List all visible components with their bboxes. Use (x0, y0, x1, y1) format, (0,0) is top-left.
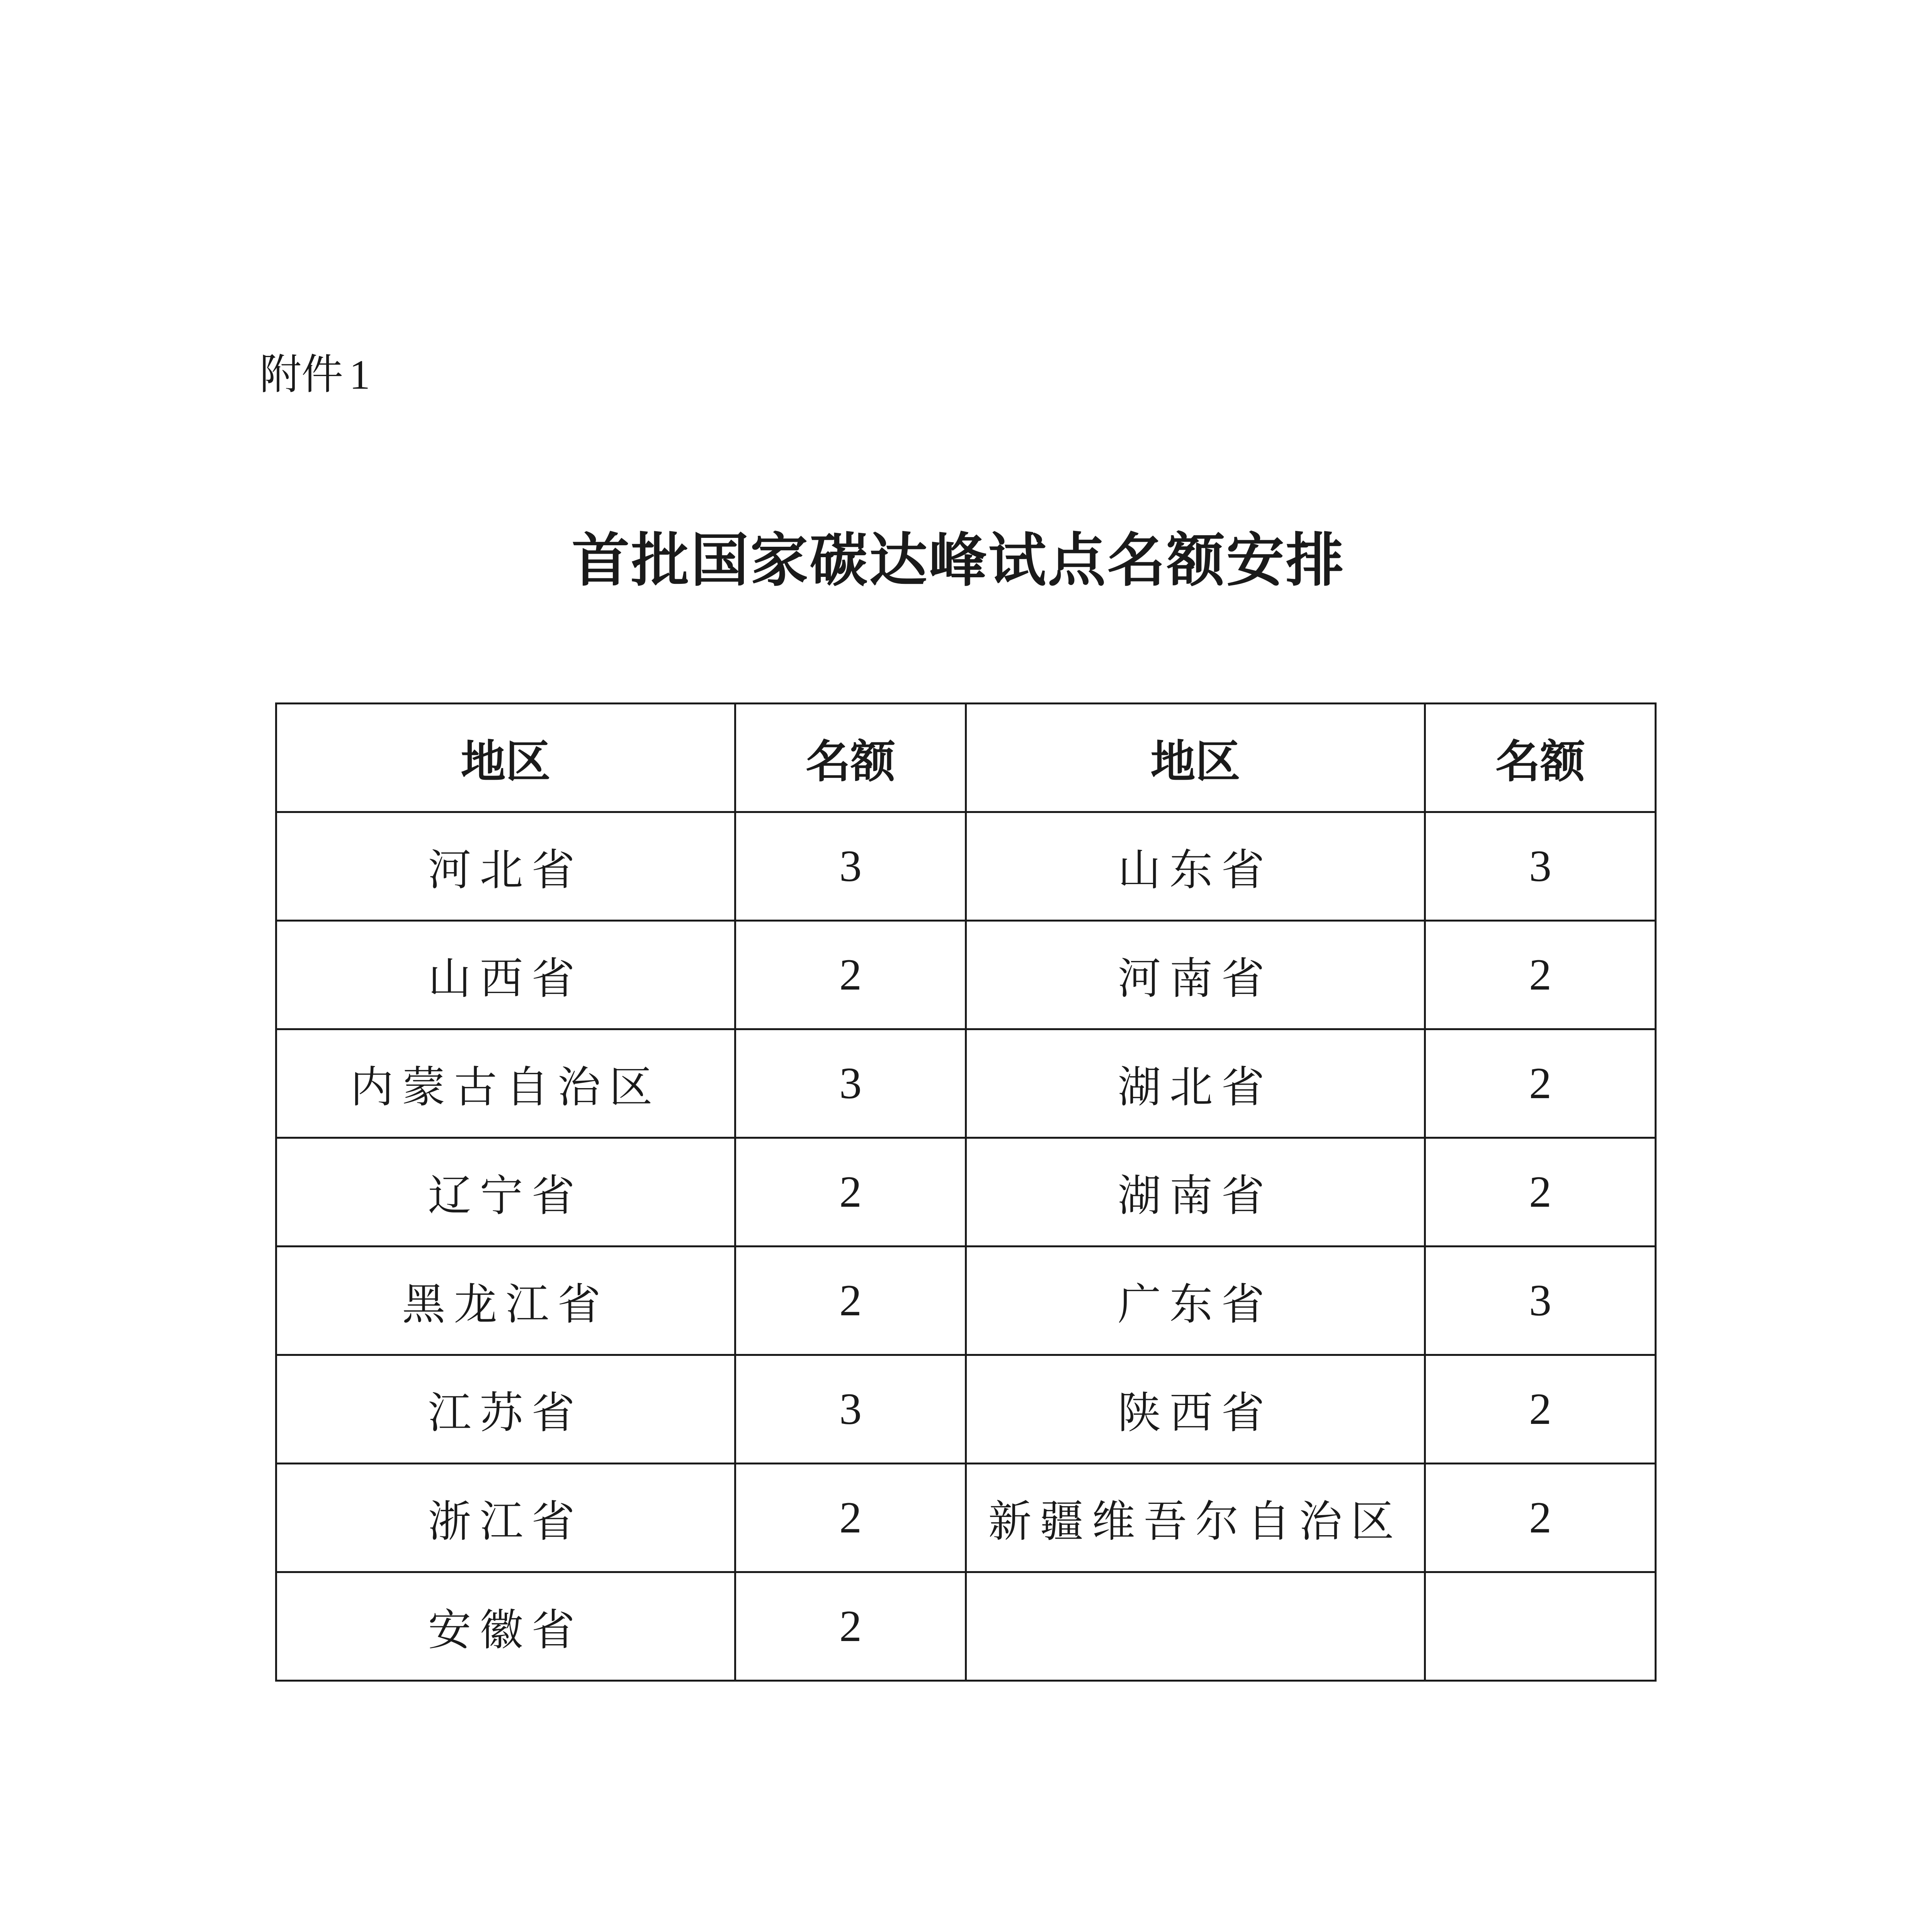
left-quota-cell: 2 (735, 1247, 966, 1355)
left-quota-cell: 3 (735, 1029, 966, 1138)
table-row (276, 812, 1656, 921)
left-region-cell: 辽宁省 (276, 1138, 735, 1247)
header-region-left: 地区 (276, 704, 735, 812)
left-quota-cell: 2 (735, 1138, 966, 1247)
right-quota-cell: 2 (1425, 1355, 1656, 1464)
right-region-cell: 山东省 (966, 812, 1425, 921)
header-row (276, 704, 1656, 812)
right-quota-cell: 2 (1425, 1029, 1656, 1138)
right-quota-cell: 2 (1425, 1138, 1656, 1247)
right-quota-cell: 2 (1425, 921, 1656, 1029)
table-row (276, 1464, 1656, 1572)
right-region-cell: 广东省 (966, 1247, 1425, 1355)
left-region-cell: 浙江省 (276, 1464, 735, 1572)
table-row (276, 1247, 1656, 1355)
table-row (276, 1572, 1656, 1681)
table-body (276, 812, 1656, 1681)
left-region-cell: 河北省 (276, 812, 735, 921)
right-region-cell (966, 1572, 1425, 1681)
quota-table (275, 702, 1657, 1682)
right-region-cell: 陕西省 (966, 1355, 1425, 1464)
right-quota-cell: 3 (1425, 812, 1656, 921)
right-region-cell: 新疆维吾尔自治区 (966, 1464, 1425, 1572)
attachment-label (260, 350, 370, 400)
left-region-cell: 安徽省 (276, 1572, 735, 1681)
right-region-cell: 河南省 (966, 921, 1425, 1029)
right-region-cell: 湖北省 (966, 1029, 1425, 1138)
document-title: 首批国家碳达峰试点名额安排 (572, 526, 1345, 594)
table-row (276, 1355, 1656, 1464)
table-row (276, 1138, 1656, 1247)
left-quota-cell: 2 (735, 1464, 966, 1572)
right-quota-cell (1425, 1572, 1656, 1681)
attachment-prefix: 附件 (260, 350, 344, 399)
right-region-cell: 湖南省 (966, 1138, 1425, 1247)
right-quota-cell: 3 (1425, 1247, 1656, 1355)
left-quota-cell: 2 (735, 921, 966, 1029)
header-quota-left: 名额 (735, 704, 966, 812)
header-quota-right: 名额 (1425, 704, 1656, 812)
attachment-number: 1 (349, 352, 371, 398)
right-quota-cell: 2 (1425, 1464, 1656, 1572)
left-region-cell: 黑龙江省 (276, 1247, 735, 1355)
header-region-right: 地区 (966, 704, 1425, 812)
left-region-cell: 山西省 (276, 921, 735, 1029)
left-region-cell: 江苏省 (276, 1355, 735, 1464)
left-quota-cell: 3 (735, 1355, 966, 1464)
left-region-cell: 内蒙古自治区 (276, 1029, 735, 1138)
table-row (276, 1029, 1656, 1138)
table-row (276, 921, 1656, 1029)
table-header (276, 704, 1656, 812)
left-quota-cell: 2 (735, 1572, 966, 1681)
left-quota-cell: 3 (735, 812, 966, 921)
